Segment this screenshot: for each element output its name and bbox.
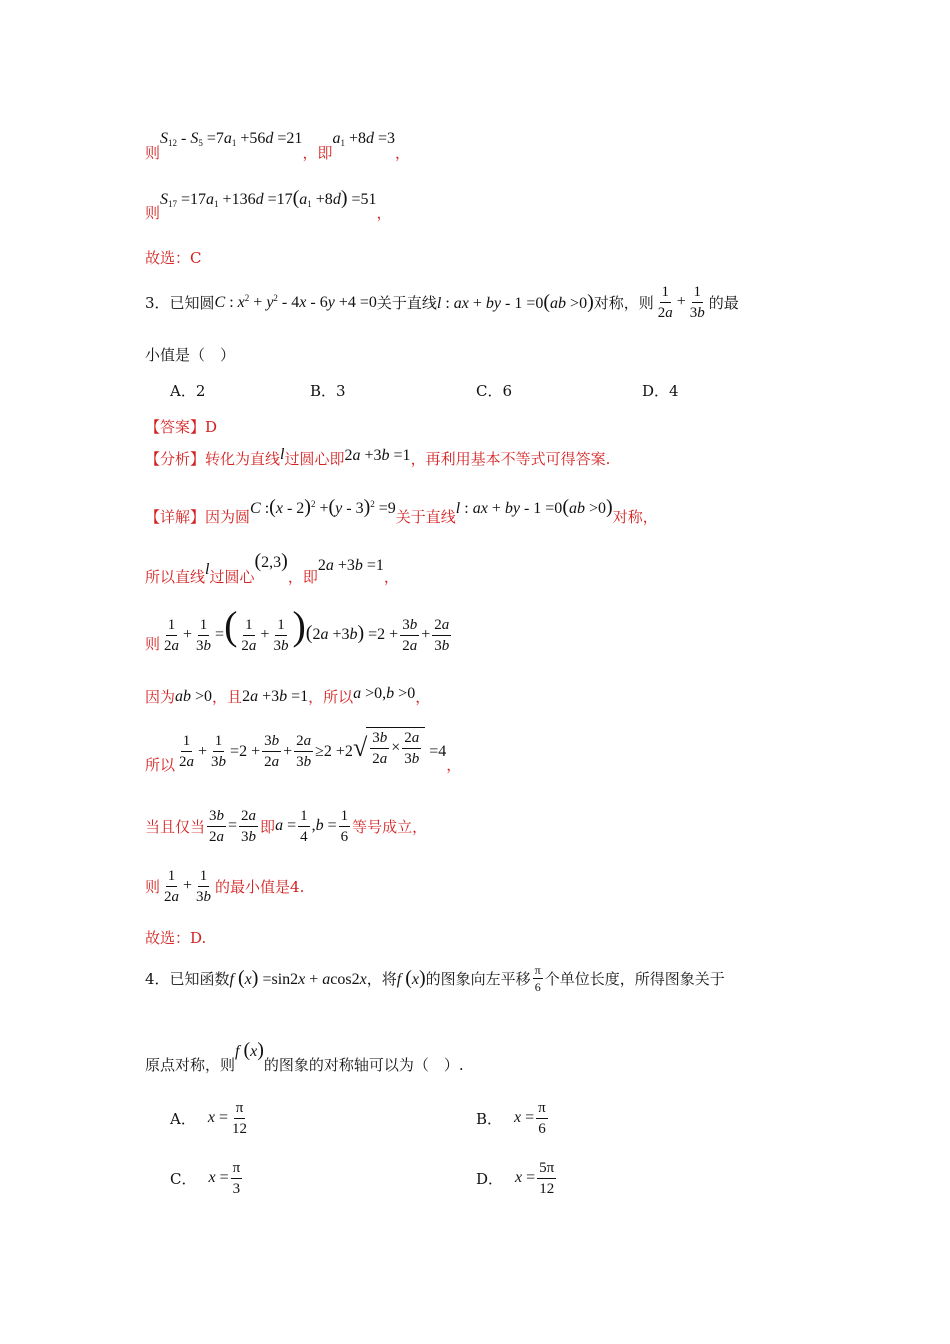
formula-l: l bbox=[205, 560, 210, 578]
formula-a1-8d: $a_1 +8d =3$ bbox=[332, 129, 396, 148]
step-inequality bbox=[145, 724, 461, 775]
q3-analysis bbox=[145, 445, 611, 469]
q4-option-c[interactable] bbox=[170, 1158, 476, 1199]
formula-2a-3b-1: 2a +3b =1 bbox=[242, 687, 309, 705]
step-conditions bbox=[145, 686, 430, 707]
formula-l: l bbox=[280, 445, 285, 463]
step3-text-4: ， bbox=[415, 688, 431, 706]
q3-options bbox=[170, 380, 679, 401]
formula-ab-gt-0: ab >0 bbox=[175, 687, 213, 705]
text-choose-d: 故选：D. bbox=[145, 929, 207, 947]
q4-option-b-label: B． bbox=[476, 1110, 503, 1128]
q4-number: 4．已知函数 bbox=[145, 970, 230, 988]
q3-text-most: 的最 bbox=[708, 294, 739, 312]
step-equality bbox=[145, 806, 427, 847]
formula-circle-c: C : $x^2 + y^2 - 4x - 6y +4 =0$ bbox=[214, 293, 377, 311]
step3-text-1: 因为 bbox=[145, 688, 176, 706]
step6-text-1: 则 bbox=[145, 878, 161, 896]
question-4-stem-cont bbox=[145, 1036, 464, 1075]
q3-option-c[interactable]: C．6 bbox=[476, 382, 513, 400]
question-3-stem bbox=[145, 282, 739, 323]
question-4-stem bbox=[145, 962, 725, 995]
formula-s17: $S_{17} =17a_1 +136d =17(a_1 +8d) =51$ bbox=[160, 187, 377, 209]
step5-text-2: 即 bbox=[260, 818, 276, 836]
analysis-text-1: 转化为直线 bbox=[205, 450, 281, 468]
text-ze: 则 bbox=[145, 144, 161, 162]
step2-text-1: 则 bbox=[145, 635, 161, 654]
answer-value: D bbox=[205, 417, 218, 436]
text-comma: ， bbox=[395, 144, 411, 162]
step3-text-2: ，且 bbox=[212, 688, 243, 706]
q3-answer bbox=[145, 416, 217, 437]
q3-option-d[interactable]: D．4 bbox=[642, 382, 679, 400]
formula-a-b-pos: a >0,b >0 bbox=[353, 684, 416, 702]
text-ji: ，即 bbox=[302, 144, 333, 162]
choice-line-c bbox=[145, 247, 201, 268]
detail-text-3: 对称， bbox=[612, 508, 658, 526]
formula-a-b-values: a = $\frac{1}{4}$ ,b = $\frac{1}{6}$ bbox=[275, 808, 349, 845]
q3-number: 3．已知圆 bbox=[145, 294, 215, 312]
solution-line-s12-s5 bbox=[145, 128, 410, 163]
q4-option-a[interactable] bbox=[170, 1098, 476, 1139]
formula-line-l-2: l : ax + by - 1 =0(ab >0) bbox=[455, 496, 613, 518]
analysis-text-2: 过圆心即 bbox=[284, 450, 345, 468]
q4-option-b[interactable] bbox=[476, 1098, 550, 1139]
q4-option-c-label: C． bbox=[170, 1170, 197, 1188]
answer-label: 【答案】 bbox=[145, 418, 206, 436]
question-3-stem-cont bbox=[145, 344, 235, 365]
formula-2a-3b-1: 2a +3b =1 bbox=[317, 556, 384, 574]
text-choose-c: 故选：C bbox=[145, 249, 202, 267]
formula-x-pi-3: x = $\frac{\pi}{3}$ bbox=[208, 1160, 241, 1197]
q4-text-2: 的图象向左平移 bbox=[425, 970, 531, 988]
q3-option-a[interactable]: A．2 bbox=[170, 382, 206, 400]
q4-option-d[interactable] bbox=[476, 1158, 558, 1199]
formula-s12-minus-s5: $S_{12} - S_5 =7a_1 +56d =21$ bbox=[160, 129, 303, 148]
step-center bbox=[145, 544, 399, 587]
step-expand bbox=[145, 602, 453, 656]
formula-x-pi-6: x = $\frac{\pi}{6}$ bbox=[514, 1100, 546, 1137]
formula-target-sum: $\frac{1}{2a}$ + $\frac{1}{3b}$ bbox=[164, 868, 212, 905]
formula-fx-2: f (x) bbox=[235, 1039, 264, 1061]
q3-text-symmetric: 对称，则 bbox=[593, 294, 654, 312]
formula-fx-def: f (x) =sin2x + acos2x bbox=[229, 967, 367, 989]
q4-options-row-1 bbox=[170, 1098, 550, 1139]
step1-text-3: ，即 bbox=[287, 568, 318, 586]
step4-text-1: 所以 bbox=[145, 756, 176, 774]
detail-text-1: 因为圆 bbox=[205, 508, 251, 526]
formula-x-5pi-12: x = $\frac{5\pi}{12}$ bbox=[515, 1160, 555, 1197]
q4-text-3: 个单位长度，所得图象关于 bbox=[544, 970, 725, 988]
step6-text-2: 的最小值是4. bbox=[215, 878, 305, 896]
detail-text-2: 关于直线 bbox=[395, 508, 456, 526]
q3-option-b[interactable]: B．3 bbox=[310, 382, 346, 400]
q3-text-min-value: 小值是（ ） bbox=[145, 346, 236, 364]
step5-text-3: 等号成立， bbox=[352, 818, 428, 836]
q4-option-a-label: A． bbox=[170, 1110, 196, 1128]
q4-options-row-2 bbox=[170, 1158, 558, 1199]
analysis-label: 【分析】 bbox=[145, 450, 206, 468]
q4-option-d-label: D． bbox=[476, 1170, 504, 1188]
formula-target-sum: $\frac{1}{2a}$ + $\frac{1}{3b}$ bbox=[657, 284, 705, 321]
q4-text-4: 原点对称，则 bbox=[145, 1056, 236, 1074]
formula-point-2-3: (2,3) bbox=[254, 550, 288, 572]
step5-text-1: 当且仅当 bbox=[145, 818, 206, 836]
formula-fx: f (x) bbox=[396, 967, 426, 989]
formula-x-pi-12: x = $\frac{\pi}{12}$ bbox=[207, 1100, 247, 1137]
formula-inequality: $\frac{1}{2a}$ + $\frac{1}{3b}$ =2 + $\frac{3b}{2a}$ + $\frac{2a}{3b}$ ≥2 +2 √ $\frac{3b}{2a}$ × $\frac{2a}{3b}$ =4 bbox=[175, 727, 446, 773]
choice-line-d bbox=[145, 927, 206, 948]
detail-label: 【详解】 bbox=[145, 508, 206, 526]
formula-equality-cond: $\frac{3b}{2a}$ = $\frac{2a}{3b}$ bbox=[209, 808, 257, 845]
formula-line-l: l : ax + by - 1 =0(ab >0) bbox=[436, 291, 594, 313]
solution-line-s17 bbox=[145, 188, 392, 223]
step1-text-1: 所以直线 bbox=[145, 568, 206, 586]
text-comma: ， bbox=[376, 204, 392, 222]
formula-2a-3b-1: 2a +3b =1 bbox=[344, 446, 411, 464]
q4-text-1: ，将 bbox=[366, 970, 397, 988]
step1-text-2: 过圆心 bbox=[209, 568, 255, 586]
q4-text-5: 的图象的对称轴可以为（ ）. bbox=[263, 1056, 464, 1074]
analysis-text-3: ，再利用基本不等式可得答案. bbox=[410, 450, 611, 468]
text-ze: 则 bbox=[145, 204, 161, 222]
step1-text-4: ， bbox=[383, 568, 399, 586]
q3-detail bbox=[145, 488, 658, 527]
step4-text-2: ， bbox=[446, 756, 462, 774]
formula-pi-over-6: $\frac{\pi}{6}$ bbox=[534, 963, 541, 994]
q3-text-about-line: 关于直线 bbox=[376, 294, 437, 312]
step3-text-3: ，所以 bbox=[308, 688, 354, 706]
formula-expand: $\frac{1}{2a}$ + $\frac{1}{3b}$ =( $\frac{1}{2a}$ + $\frac{1}{3b}$ )(2a +3b) =2 + $\frac{3b}{2a}$ + $\frac{2a}{3b}$ bbox=[164, 603, 450, 654]
formula-circle-std: C :(x - 2)$^2$ +(y - 3)$^2$ =9 bbox=[250, 496, 396, 518]
step-conclusion bbox=[145, 866, 304, 907]
